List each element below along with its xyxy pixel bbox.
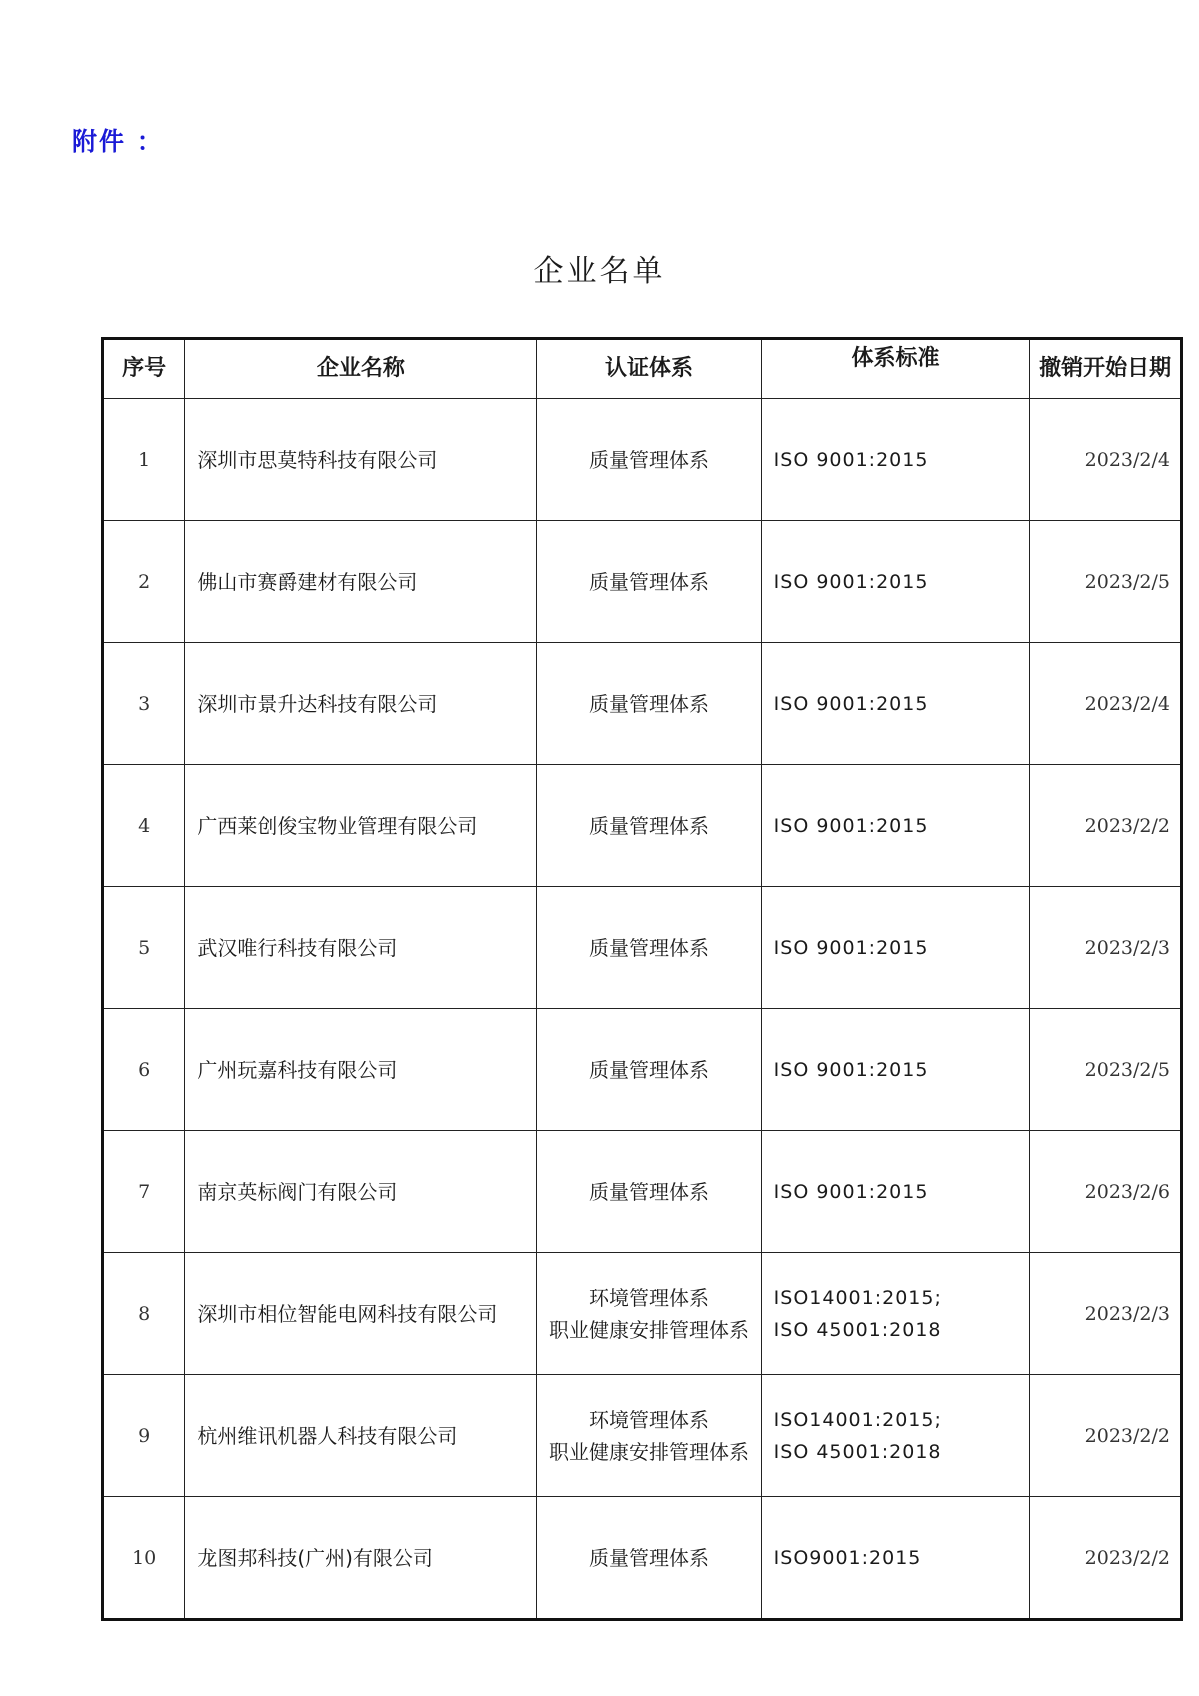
cell-index: 7: [103, 1131, 185, 1253]
table-row: [103, 1497, 1182, 1620]
cell-index: 8: [103, 1253, 185, 1375]
cell-standard-line: ISO 9001:2015: [773, 570, 929, 593]
cell-standard-line: ISO 9001:2015: [773, 692, 929, 715]
cell-standard-line: ISO14001:2015;: [773, 1408, 942, 1431]
cell-standard-line: ISO 9001:2015: [773, 936, 929, 959]
cell-standard: [761, 887, 1030, 1009]
cell-system-line: 职业健康安排管理体系: [549, 1439, 750, 1464]
cell-system-line: 质量管理体系: [589, 569, 710, 594]
cell-company: 佛山市赛爵建材有限公司: [185, 521, 537, 643]
cell-revoke-date: 2023/2/3: [1030, 1253, 1182, 1375]
table-row: [103, 765, 1182, 887]
cell-system: [537, 1131, 761, 1253]
cell-system: [537, 765, 761, 887]
table-row: [103, 1009, 1182, 1131]
cell-standard: [761, 765, 1030, 887]
table-row: [103, 521, 1182, 643]
cell-revoke-date: 2023/2/2: [1030, 1497, 1182, 1620]
cell-system: [537, 887, 761, 1009]
cell-company: 广州玩嘉科技有限公司: [185, 1009, 537, 1131]
cell-company: 南京英标阀门有限公司: [185, 1131, 537, 1253]
cell-system-line: 质量管理体系: [589, 813, 710, 838]
cell-company: 深圳市相位智能电网科技有限公司: [185, 1253, 537, 1375]
cell-index: 9: [103, 1375, 185, 1497]
cell-system: [537, 1497, 761, 1620]
cell-index: 2: [103, 521, 185, 643]
header-revoke-date: 撤销开始日期: [1030, 339, 1182, 399]
header-system: 认证体系: [537, 339, 761, 399]
cell-index: 3: [103, 643, 185, 765]
table-row: [103, 887, 1182, 1009]
cell-system-line: 质量管理体系: [589, 935, 710, 960]
cell-standard-line: ISO9001:2015: [773, 1546, 922, 1569]
cell-standard-line: ISO 9001:2015: [773, 1058, 929, 1081]
cell-standard-line: ISO 9001:2015: [773, 448, 929, 471]
cell-standard: [761, 1253, 1030, 1375]
table-row: [103, 1253, 1182, 1375]
table-row: [103, 399, 1182, 521]
cell-revoke-date: 2023/2/2: [1030, 1375, 1182, 1497]
header-index: 序号: [103, 339, 185, 399]
cell-system: [537, 1375, 761, 1497]
cell-revoke-date: 2023/2/4: [1030, 643, 1182, 765]
cell-revoke-date: 2023/2/6: [1030, 1131, 1182, 1253]
table-header-row: [103, 339, 1182, 399]
cell-standard: [761, 399, 1030, 521]
cell-system-line: 质量管理体系: [589, 1057, 710, 1082]
cell-system: [537, 643, 761, 765]
cell-standard: [761, 1497, 1030, 1620]
cell-system: [537, 399, 761, 521]
cell-system-line: 质量管理体系: [589, 691, 710, 716]
cell-system-line: 环境管理体系: [589, 1407, 710, 1432]
cell-standard-line: ISO 45001:2018: [773, 1440, 942, 1463]
cell-standard-line: ISO 9001:2015: [773, 1180, 929, 1203]
cell-system: [537, 1253, 761, 1375]
cell-standard-line: ISO14001:2015;: [773, 1286, 942, 1309]
cell-system-line: 质量管理体系: [589, 1179, 710, 1204]
cell-company: 龙图邦科技(广州)有限公司: [185, 1497, 537, 1620]
cell-company: 杭州维讯机器人科技有限公司: [185, 1375, 537, 1497]
header-company: 企业名称: [185, 339, 537, 399]
attachment-label: 附件 ：: [72, 127, 164, 156]
cell-system: [537, 521, 761, 643]
company-table: [101, 337, 1183, 1621]
cell-index: 6: [103, 1009, 185, 1131]
cell-revoke-date: 2023/2/5: [1030, 521, 1182, 643]
cell-index: 4: [103, 765, 185, 887]
cell-revoke-date: 2023/2/5: [1030, 1009, 1182, 1131]
cell-system-line: 质量管理体系: [589, 447, 710, 472]
cell-revoke-date: 2023/2/3: [1030, 887, 1182, 1009]
cell-revoke-date: 2023/2/2: [1030, 765, 1182, 887]
cell-system-line: 职业健康安排管理体系: [549, 1317, 750, 1342]
cell-standard: [761, 1131, 1030, 1253]
table-row: [103, 1131, 1182, 1253]
cell-standard: [761, 1009, 1030, 1131]
header-standard: 体系标准: [761, 339, 1030, 399]
cell-standard: [761, 1375, 1030, 1497]
table-row: [103, 643, 1182, 765]
cell-standard: [761, 521, 1030, 643]
cell-company: 广西莱创俊宝物业管理有限公司: [185, 765, 537, 887]
cell-index: 1: [103, 399, 185, 521]
cell-system: [537, 1009, 761, 1131]
cell-index: 5: [103, 887, 185, 1009]
cell-company: 深圳市景升达科技有限公司: [185, 643, 537, 765]
cell-standard: [761, 643, 1030, 765]
cell-system-line: 质量管理体系: [589, 1545, 710, 1570]
cell-company: 武汉唯行科技有限公司: [185, 887, 537, 1009]
cell-standard-line: ISO 45001:2018: [773, 1318, 942, 1341]
table-row: [103, 1375, 1182, 1497]
cell-index: 10: [103, 1497, 185, 1620]
cell-standard-line: ISO 9001:2015: [773, 814, 929, 837]
cell-company: 深圳市思莫特科技有限公司: [185, 399, 537, 521]
cell-revoke-date: 2023/2/4: [1030, 399, 1182, 521]
cell-system-line: 环境管理体系: [589, 1285, 710, 1310]
document-title: 企业名单: [533, 254, 666, 289]
